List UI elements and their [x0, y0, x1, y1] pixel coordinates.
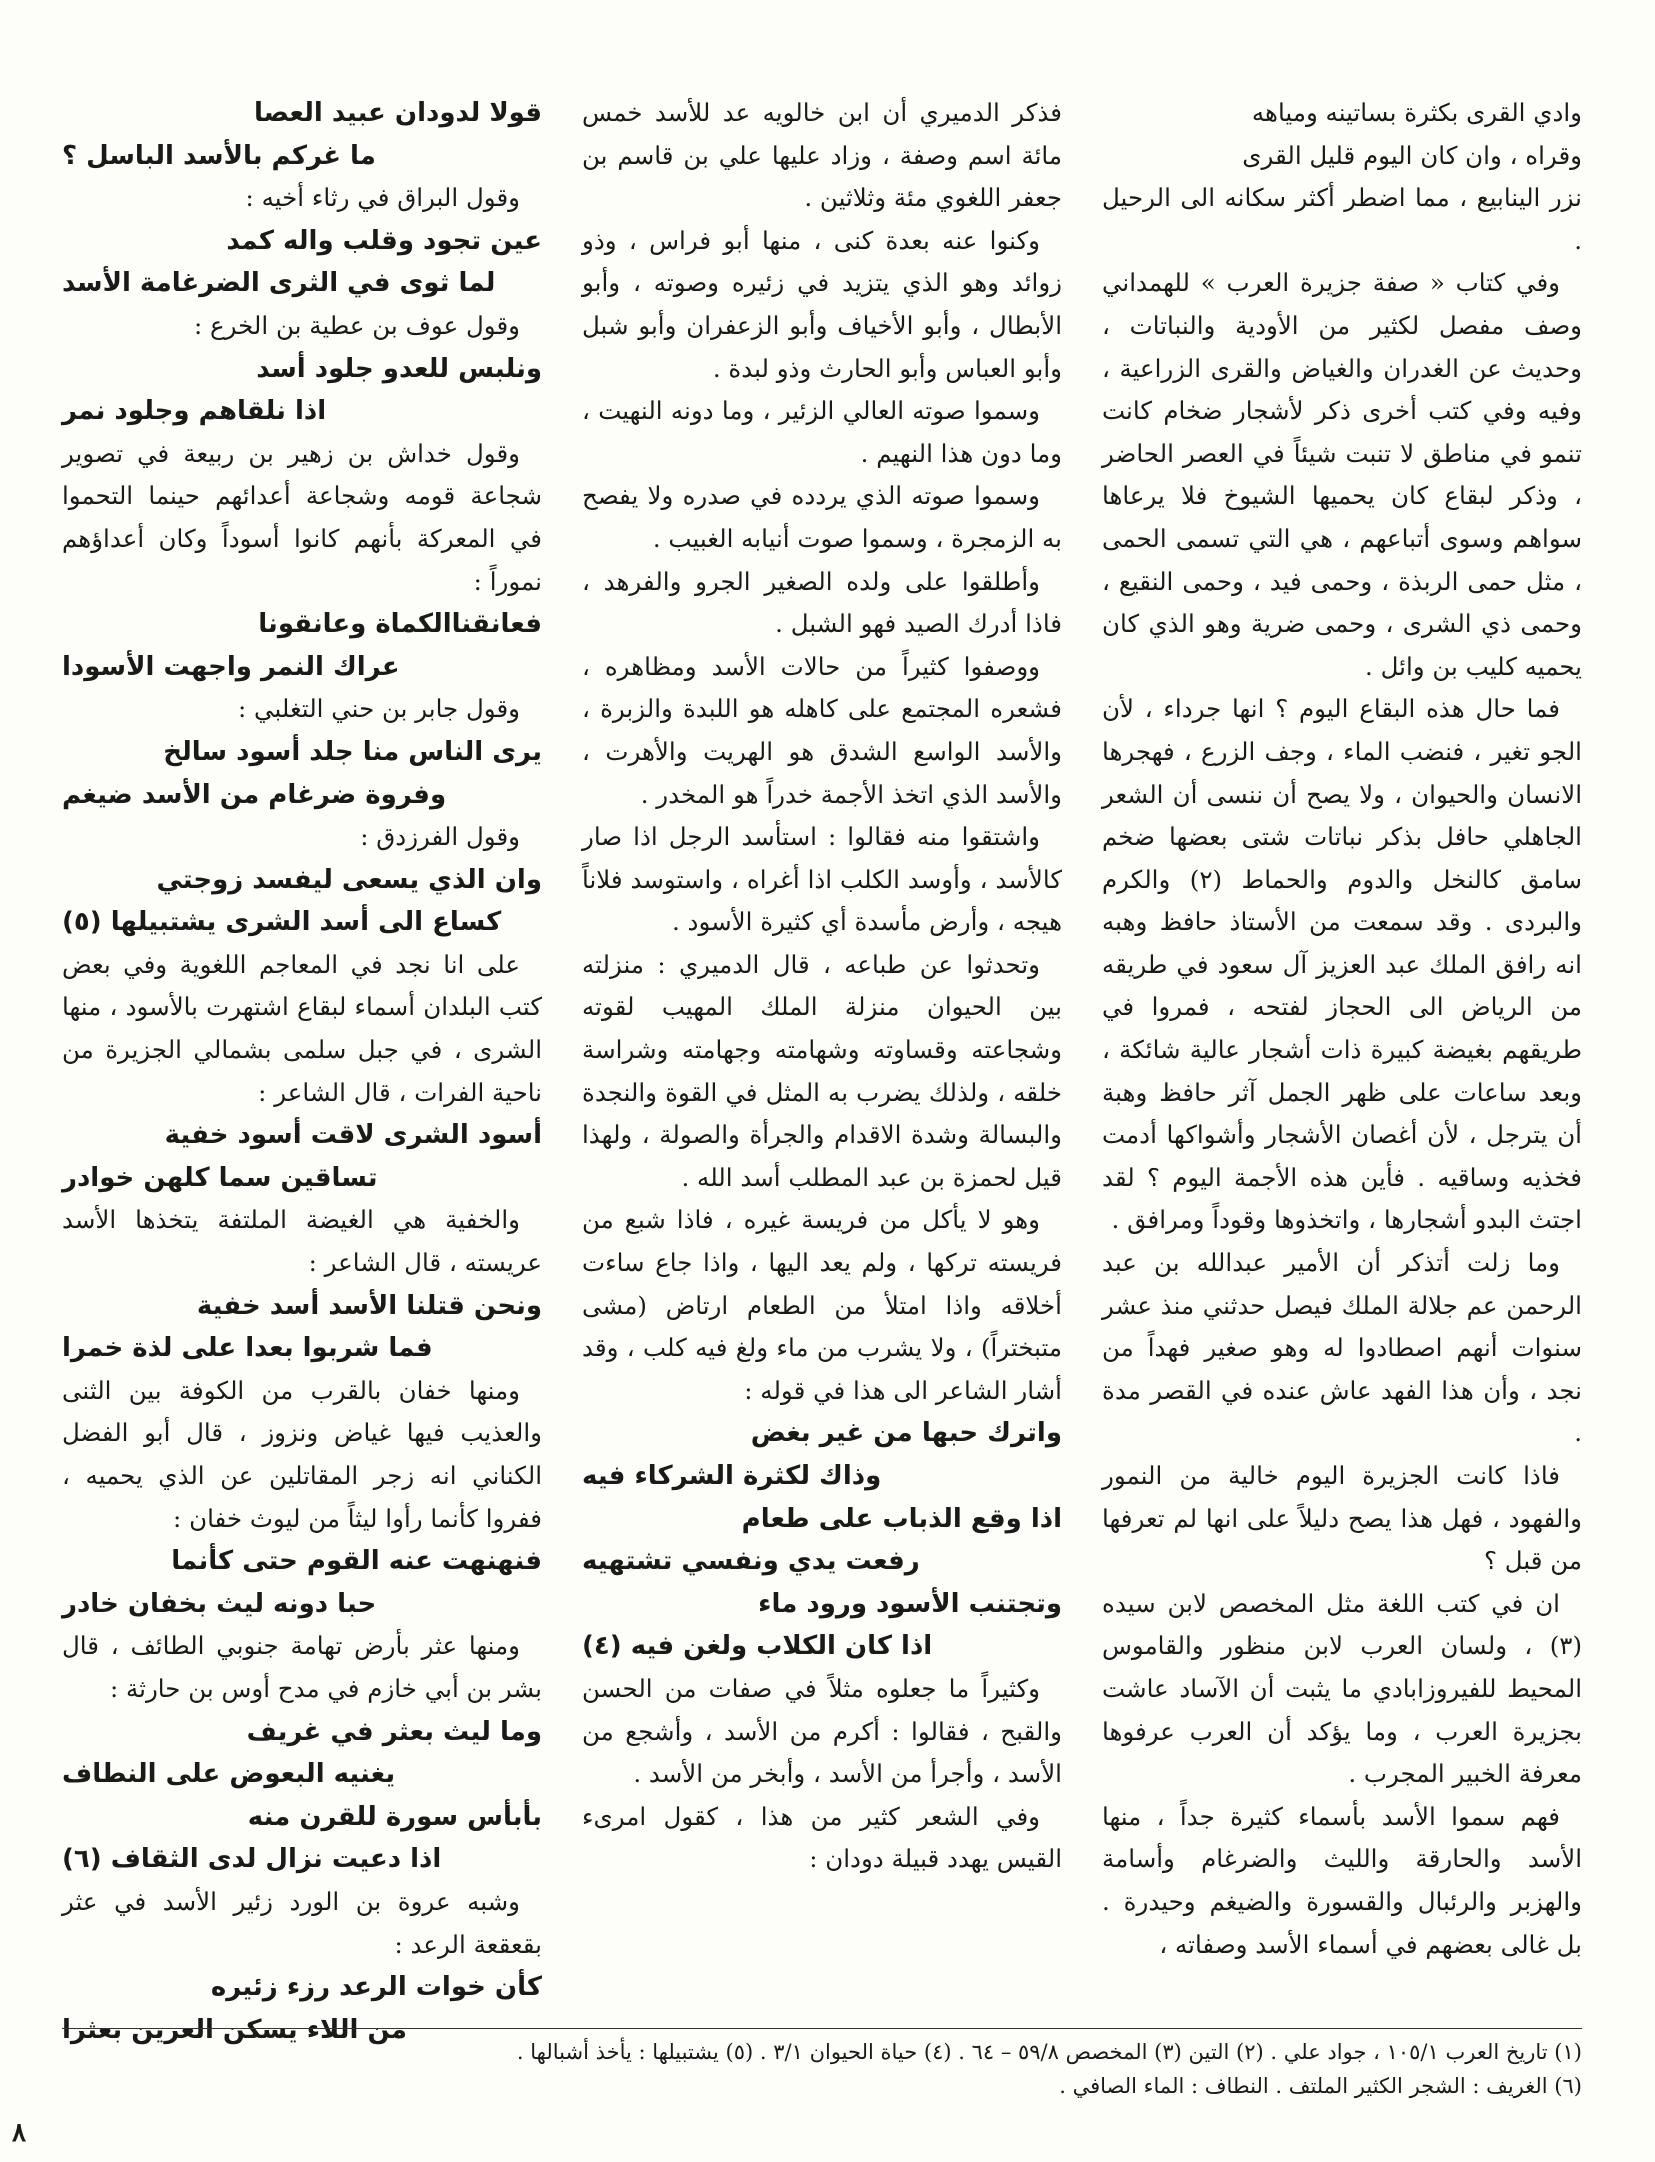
verse-line: ونحن قتلنا الأسد أسد خفية — [196, 1290, 542, 1321]
verse-line: عراك النمر واجهت الأسودا — [62, 651, 400, 682]
verse-line: وذاك لكثرة الشركاء فيه — [582, 1461, 882, 1491]
paragraph: ان في كتب اللغة مثل المخصص لابن سيده (٣) ، ولسان العرب لابن منظور والقاموس المحيط للفيروزابادي ما يثبت أن الآساد عاشت بجزيرة العرب ، وما يؤكد أن العرب عرفوها معرفة الخبير المجرب . — [1102, 1588, 1582, 1789]
verse-line: ما غركم بالأسد الباسل ؟ — [62, 140, 376, 171]
verse-line: وما ليث بعثر في غريف — [246, 1716, 542, 1747]
verse-line: كأن خوات الرعد رزء زئيره — [210, 1972, 542, 2003]
verse-line: حبا دونه ليث بخفان خادر — [62, 1588, 377, 1619]
paragraph: وأطلقوا على ولده الصغير الجرو والفرهد ، فاذا أدرك الصيد فهو الشبل . — [582, 566, 1062, 639]
verse-line: بأبأس سورة للقرن منه — [247, 1801, 542, 1832]
paragraph: وقول البراق في رثاء أخيه : — [245, 183, 520, 213]
verse-line: وفروة ضرغام من الأسد ضيغم — [62, 779, 447, 810]
paragraph: وكنوا عنه بعدة كنى ، منها أبو فراس ، وذو زوائد وهو الذي يتزيد في زئيره وصوته ، وأبو الأبطال ، وأبو الأخياف وأبو الزعفران وأبو شبل وأبو العباس وأبو الحارث وذو لبدة . — [582, 225, 1062, 383]
paragraph: وهو لا يأكل من فريسة غيره ، فاذا شبع من فريسته تركها ، ولم يعد اليها ، واذا جاع ساءت أخلاقه واذا امتلأ من الطعام ارتاض (مشى متبختراً) ، ولا يشرب من ماء ولغ فيه كلب ، وقد أشار الشاعر الى هذا في قوله : — [582, 1205, 1062, 1405]
paragraph: فما حال هذه البقاع اليوم ؟ انها جرداء ، لأن الجو تغير ، فنضب الماء ، وجف الزرع ، فهجرها الانسان والحيوان ، ولا يصح أن ننسى أن الشعر الجاهلي حافل بذكر نباتات شتى بعضها ضخم سامق كالنخل والدوم والحماط (٢) والكرم والبردى . وقد سمعت من الأستاذ حافظ وهبه انه رافق الملك عبد العزيز آل سعود في طريقه من الرياض الى الحجاز لفتحه ، فمروا في طريقهم بغيضة كبيرة ذات أشجار عالية شائكة ، وبعد ساعات على ظهر الجمل آثر حافظ وهبة أن يترجل ، لأن أغصان الأشجار وأشواكها أدمت فخذيه وساقيه . فأين هذه الأجمة اليوم ؟ لقد اجتث البدو أشجارها ، واتخذوها وقوداً ومرافق . — [1102, 694, 1582, 1235]
page-number: ٨ — [12, 2118, 26, 2148]
paragraph: وشبه عروة بن الورد زئير الأسد في عثر بقعقعة الرعد : — [62, 1886, 542, 1959]
footnotes — [62, 2028, 1582, 2103]
paragraph: فذكر الدميري أن ابن خالويه عد للأسد خمس مائة اسم وصفة ، وزاد عليها علي بن قاسم بن جعفر اللغوي مئة وثلاثين . — [582, 98, 1062, 213]
verse-line: رفعت يدي ونفسي تشتهيه — [582, 1546, 920, 1577]
verse-line: يرى الناس منا جلد أسود سالخ — [163, 736, 542, 767]
verse-line: فنهنهت عنه القوم حتى كأنما — [171, 1546, 542, 1577]
verse-line: من اللاء يسكن العرين بعثرا — [62, 2014, 407, 2045]
paragraph: ومنها عثر بأرض تهامة جنوبي الطائف ، قال بشر بن أبي خازم في مدح أوس بن حارثة : — [62, 1631, 542, 1703]
verse-line: فما شربوا بعدا على لذة خمرا — [62, 1333, 433, 1364]
paragraph: وما زلت أتذكر أن الأمير عبدالله بن عبد الرحمن عم جلالة الملك فيصل حدثني منذ عشر سنوات أنهم اصطادوا له وهو صغير فهداً من نجد ، وأن هذا الفهد عاش عنده في القصر مدة . — [1102, 1248, 1582, 1448]
paragraph: وقراه ، وان كان اليوم قليل القرى — [1242, 140, 1582, 170]
verse-line: وتجتنب الأسود ورود ماء — [758, 1588, 1062, 1619]
verse-line: يغنيه البعوض على النطاف — [62, 1759, 396, 1790]
verse-line: كساع الى أسد الشرى يشتبيلها (٥) — [62, 907, 502, 938]
verse-line: قولا لدودان عبيد العصا — [254, 98, 542, 128]
verse-line: اذا نلقاهم وجلود نمر — [62, 396, 327, 427]
verse-line: أسود الشرى لاقت أسود خفية — [164, 1120, 542, 1151]
paragraph: فاذا كانت الجزيرة اليوم خالية من النمور والفهود ، فهل هذا يصح دليلاً على انها لم تعرفها من قبل ؟ — [1102, 1461, 1582, 1576]
paragraph: وسموا صوته العالي الزئير ، وما دونه النهيت ، وما دون هذا النهيم . — [582, 396, 1062, 468]
paragraph: وتحدثوا عن طباعه ، قال الدميري : منزلته بين الحيوان منزلة الملك المهيب لقوته وشجاعته وقساوته وشهامته وجهامته وشراسة خلقه ، ولذلك يضرب به المثل في القوة والنجدة والبسالة وشدة الاقدام والجرأة والصولة ، ولهذا قيل لحمزة بن عبد المطلب أسد الله . — [582, 949, 1062, 1192]
verse-line: فعانقناالكماة وعانقونا — [258, 609, 542, 640]
verse-line: اذا دعيت نزال لدى الثقاف (٦) — [62, 1844, 442, 1875]
column-middle — [582, 92, 1062, 1972]
paragraph: ووصفوا كثيراً من حالات الأسد ومظاهره ، فشعره المجتمع على كاهله هو اللبدة والزبرة ، والأسد الواسع الشدق هو الهريت والأهرت ، والأسد الذي اتخذ الأجمة خدراً هو المخدر . — [582, 651, 1062, 809]
column-right — [1102, 92, 1582, 1972]
paragraph: وقول الفرزدق : — [360, 822, 520, 852]
paragraph: وقول عوف بن عطية بن الخرع : — [193, 310, 520, 340]
paragraph: والخفية هي الغيضة الملتفة يتخذها الأسد عريسته ، قال الشاعر : — [62, 1205, 542, 1278]
verse-line: واترك حبها من غير بغض — [750, 1418, 1062, 1449]
verse-line: تساقين سما كلهن خوادر — [62, 1162, 378, 1193]
paragraph: واشتقوا منه فقالوا : استأسد الرجل اذا صار كالأسد ، وأوسد الكلب اذا أغراه ، واستوسد فلاناً هيجه ، وأرض مأسدة أي كثيرة الأسود . — [582, 822, 1062, 937]
paragraph: وسموا صوته الذي يردده في صدره ولا يفصح به الزمجرة ، وسموا صوت أنيابه الغبيب . — [582, 481, 1062, 553]
paragraph: على انا نجد في المعاجم اللغوية وفي بعض كتب البلدان أسماء لبقاع اشتهرت بالأسود ، منها الشرى ، في جبل سلمى بشمالي الجزيرة من ناحية الفرات ، قال الشاعر : — [62, 949, 542, 1107]
verse-line: ونلبس للعدو جلود أسد — [256, 353, 542, 384]
paragraph: فهم سموا الأسد بأسماء كثيرة جداً ، منها الأسد والحارقة والليث والضرغام وأسامة والهزبر والرئبال والقسورة والضيغم وحيدرة . بل غالى بعضهم في أسماء الأسد وصفاته ، — [1102, 1801, 1582, 1959]
verse-line: عين تجود وقلب واله كمد — [226, 225, 542, 256]
paragraph: وقول خداش بن زهير بن ربيعة في تصوير شجاعة قومه وشجاعة أعدائهم حينما التحموا في المعركة بأنهم كانوا أسوداً وكان أعداؤهم نموراً : — [62, 438, 542, 596]
paragraph: وفي كتاب « صفة جزيرة العرب » للهمداني وصف مفصل لكثير من الأودية والنباتات ، وحديث عن الغدران والغياض والقرى الزراعية ، وفيه وفي كتب أخرى ذكر لأشجار ضخام كانت تنمو في مناطق لا تنبت شيئاً في العصر الحاضر ، وذكر لبقاع كان يحميها الشيوخ فلا يرعاها سواهم وسوى أتباعهم ، هي التي تسمى الحمى ، مثل حمى الربذة ، وحمى فيد ، وحمى النقيع ، وحمى ذي الشرى ، وحمى ضرية وهو الذي كان يحميه كليب بن وائل . — [1102, 268, 1582, 681]
paragraph: وكثيراً ما جعلوه مثلاً في صفات من الحسن والقبح ، فقالوا : أكرم من الأسد ، وأشجع من الأسد ، وأجرأ من الأسد ، وأبخر من الأسد . — [582, 1673, 1062, 1789]
paragraph: وادي القرى بكثرة بساتينه ومياهه — [1251, 98, 1582, 127]
footnote-line: (١) تاريخ العرب ١٠٥/١ ، جواد علي . (٢) التين (٣) المخصص ٥٩/٨ – ٦٤ . (٤) حياة الحيوان ٣/١ . (٥) يشتبيلها : يأخذ أشبالها . — [516, 2040, 1582, 2064]
column-left — [62, 92, 542, 2045]
verse-line: اذا وقع الذباب على طعام — [741, 1503, 1062, 1534]
paragraph: نزر الينابيع ، مما اضطر أكثر سكانه الى الرحيل . — [1102, 183, 1582, 255]
paragraph: وفي الشعر كثير من هذا ، كقول امرىء القيس يهدد قبيلة دودان : — [582, 1801, 1062, 1874]
paragraph: وقول جابر بن حني التغلبي : — [238, 694, 520, 724]
paragraph: ومنها خفان بالقرب من الكوفة بين الثنى والعذيب فيها غياض ونزوز ، قال أبو الفضل الكناني انه زجر المقاتلين عن الذي يحميه ، ففروا كأنما رأوا ليثاً من ليوث خفان : — [62, 1375, 542, 1533]
verse-line: وان الذي يسعى ليفسد زوجتي — [156, 864, 542, 895]
article-columns — [62, 92, 1582, 2045]
footnote-line: (٦) الغريف : الشجر الكثير الملتف . النطاف : الماء الصافي . — [1059, 2074, 1582, 2098]
verse-line: اذا كان الكلاب ولغن فيه (٤) — [582, 1631, 933, 1662]
verse-line: لما ثوى في الثرى الضرغامة الأسد — [62, 268, 496, 299]
